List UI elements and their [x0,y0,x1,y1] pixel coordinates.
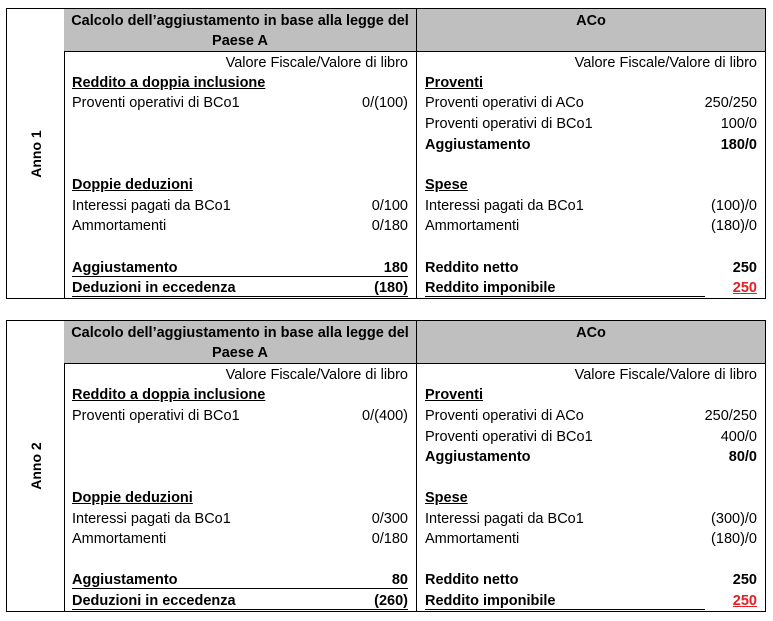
table-row [417,529,765,549]
row-value: 250/250 [704,408,757,424]
underline-divider [425,296,705,297]
adjustment-row [64,258,416,278]
row-label: Ammortamenti [72,531,167,547]
section-heading: Reddito a doppia inclusione [72,75,266,91]
row-label: Reddito imponibile [425,280,556,296]
row-value: 0/180 [371,531,408,547]
row-value: (180)/0 [711,218,757,234]
country-a-adjustment-column [64,321,417,611]
section-heading: Spese [425,490,468,506]
row-label: Deduzioni in eccedenza [72,593,236,609]
underline-divider [425,609,705,610]
row-label: Aggiustamento [72,260,178,276]
row-value: 80/0 [728,449,757,465]
row-label: Proventi operativi di BCo1 [425,116,593,132]
value-subtitle: Valore Fiscale/Valore di libro [225,367,408,383]
row-label: Reddito imponibile [425,593,556,609]
section-heading: Reddito a doppia inclusione [72,387,266,403]
column-header: Calcolo dell’aggiustamento in base alla legge del Paese A [64,321,416,364]
row-value: 180 [383,260,408,276]
row-label: Ammortamenti [72,218,167,234]
row-value: 0/(100) [362,95,408,111]
section-heading-row [417,488,765,508]
underline-divider [72,609,408,610]
excess-deductions-row [64,278,416,298]
net-income-row [417,258,765,278]
row-label: Interessi pagati da BCo1 [425,511,584,527]
row-label: Interessi pagati da BCo1 [72,198,231,214]
taxable-income-value: 250 [732,593,757,609]
table-row [417,509,765,529]
section-heading-row [417,385,765,405]
net-income-row [417,570,765,590]
section-heading: Proventi [425,387,484,403]
row-label: Ammortamenti [425,218,520,234]
row-label: Interessi pagati da BCo1 [72,511,231,527]
section-heading-row [64,73,416,93]
section-heading: Doppie deduzioni [72,490,193,506]
table-row [64,93,416,113]
adjustment-row [64,570,416,590]
aco-column [417,9,765,298]
underline-divider [72,588,408,589]
row-label: Proventi operativi di ACo [425,408,584,424]
row-label: Interessi pagati da BCo1 [425,198,584,214]
underline-divider [72,296,408,297]
row-value: (180)/0 [711,531,757,547]
table-row [64,509,416,529]
row-label: Aggiustamento [425,449,531,465]
row-value: 250/250 [704,95,757,111]
year-label: Anno 1 [27,129,44,178]
row-value: 0/300 [371,511,408,527]
row-value: 250 [732,260,757,276]
row-label: Aggiustamento [72,572,178,588]
row-label: Ammortamenti [425,531,520,547]
row-label: Aggiustamento [425,137,531,153]
taxable-income-row [417,278,765,298]
row-value: (100)/0 [711,198,757,214]
column-header: ACo [417,9,765,52]
year-column [7,321,65,611]
year-column [7,9,65,298]
year-table [6,320,766,612]
table-row [64,406,416,426]
column-header: Calcolo dell’aggiustamento in base alla legge del Paese A [64,9,416,52]
value-subtitle-row [64,53,416,73]
country-a-adjustment-column [64,9,417,298]
table-row [417,196,765,216]
value-subtitle-row [64,365,416,385]
section-heading-row [64,175,416,195]
row-value: 250 [732,572,757,588]
value-subtitle-row [417,53,765,73]
section-heading-row [64,488,416,508]
row-label: Reddito netto [425,260,519,276]
row-value: 0/(400) [362,408,408,424]
adjustment-row [417,447,765,467]
row-value: (300)/0 [711,511,757,527]
row-label: Proventi operativi di ACo [425,95,584,111]
table-row [417,216,765,236]
row-value: 0/180 [371,218,408,234]
underline-divider [72,276,408,277]
row-value: 180/0 [720,137,757,153]
table-row [417,114,765,134]
year-label: Anno 2 [27,442,44,490]
row-label: Proventi operativi di BCo1 [72,408,240,424]
taxable-income-row [417,591,765,611]
row-value: 100/0 [720,116,757,132]
row-label: Deduzioni in eccedenza [72,280,236,296]
taxable-income-value: 250 [732,280,757,296]
value-subtitle: Valore Fiscale/Valore di libro [225,55,408,71]
aco-column [417,321,765,611]
year-table [6,8,766,299]
adjustment-row [417,135,765,155]
value-subtitle-row [417,365,765,385]
table-row [417,406,765,426]
table-row [64,196,416,216]
row-value: (260) [374,593,408,609]
column-header: ACo [417,321,765,364]
table-row [64,216,416,236]
row-label: Proventi operativi di BCo1 [425,429,593,445]
row-label: Reddito netto [425,572,519,588]
table-row [417,93,765,113]
row-value: 80 [391,572,408,588]
section-heading-row [417,175,765,195]
section-heading: Proventi [425,75,484,91]
row-value: (180) [374,280,408,296]
table-row [417,427,765,447]
table-row [64,529,416,549]
row-label: Proventi operativi di BCo1 [72,95,240,111]
excess-deductions-row [64,591,416,611]
row-value: 0/100 [371,198,408,214]
value-subtitle: Valore Fiscale/Valore di libro [574,367,757,383]
section-heading: Doppie deduzioni [72,177,193,193]
section-heading: Spese [425,177,468,193]
section-heading-row [417,73,765,93]
row-value: 400/0 [720,429,757,445]
value-subtitle: Valore Fiscale/Valore di libro [574,55,757,71]
section-heading-row [64,385,416,405]
